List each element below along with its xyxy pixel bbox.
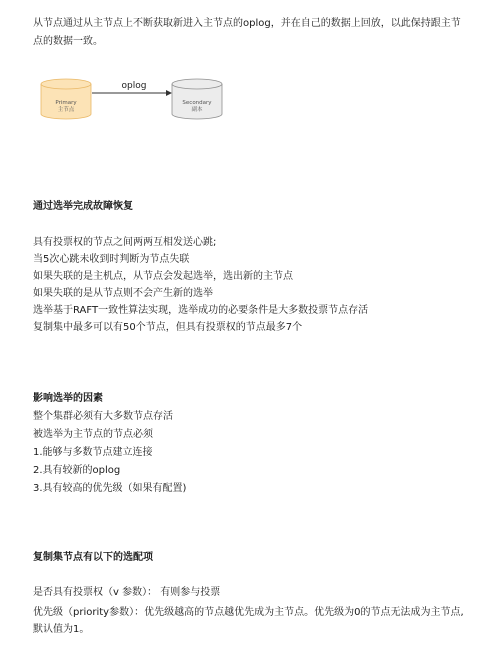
section1-line: 具有投票权的节点之间两两互相发送心跳; — [33, 237, 217, 248]
secondary-node-label: Secondary — [182, 100, 212, 106]
section1-line: 如果失联的是从节点则不会产生新的选举 — [33, 288, 213, 299]
section3-line: 优先级（priority参数）：优先级越高的节点越优先成为主节点。优先级为0的节点无法成为主节点,默认值为1。 — [33, 607, 464, 635]
section2-line: 3.具有较高的优先级（如果有配置) — [33, 483, 187, 494]
section2-line: 被选举为主节点的节点必须 — [33, 429, 153, 440]
section-heading-failover: 通过选举完成故障恢复 — [33, 201, 133, 212]
oplog-arrow-label: oplog — [121, 81, 147, 91]
section1-line: 如果失联的是主机点，从节点会发起选举，选出新的主节点 — [33, 271, 293, 282]
section1-line: 当5次心跳未收到时判断为节点失联 — [33, 254, 190, 265]
section1-line: 复制集中最多可以有50个节点，但具有投票权的节点最多7个 — [33, 322, 303, 333]
oplog-arrow-head — [166, 90, 172, 96]
section2-line: 1.能够与多数节点建立连接 — [33, 447, 153, 458]
section3-line: 是否具有投票权（v 参数）： 有则参与投票 — [33, 587, 221, 598]
section-heading-node-options: 复制集节点有以下的选配项 — [33, 552, 153, 563]
replication-diagram-svg — [38, 76, 224, 124]
primary-node-sublabel: 主节点 — [57, 107, 75, 113]
section2-line: 整个集群必须有大多数节点存活 — [33, 411, 173, 422]
secondary-node-sublabel: 副本 — [191, 107, 203, 113]
section-heading-election-factors: 影响选举的因素 — [33, 393, 103, 404]
secondary-node-cylinder — [172, 79, 222, 119]
intro-paragraph: 从节点通过从主节点上不断获取新进入主节点的oplog，并在自己的数据上回放，以此保持跟主节点的数据一致。 — [33, 18, 461, 47]
section1-line: 选举基于RAFT一致性算法实现，选举成功的必要条件是大多数投票节点存活 — [33, 305, 369, 316]
replication-diagram — [38, 76, 224, 124]
section2-line: 2.具有较新的oplog — [33, 465, 121, 476]
primary-node-label: Primary — [55, 100, 77, 106]
